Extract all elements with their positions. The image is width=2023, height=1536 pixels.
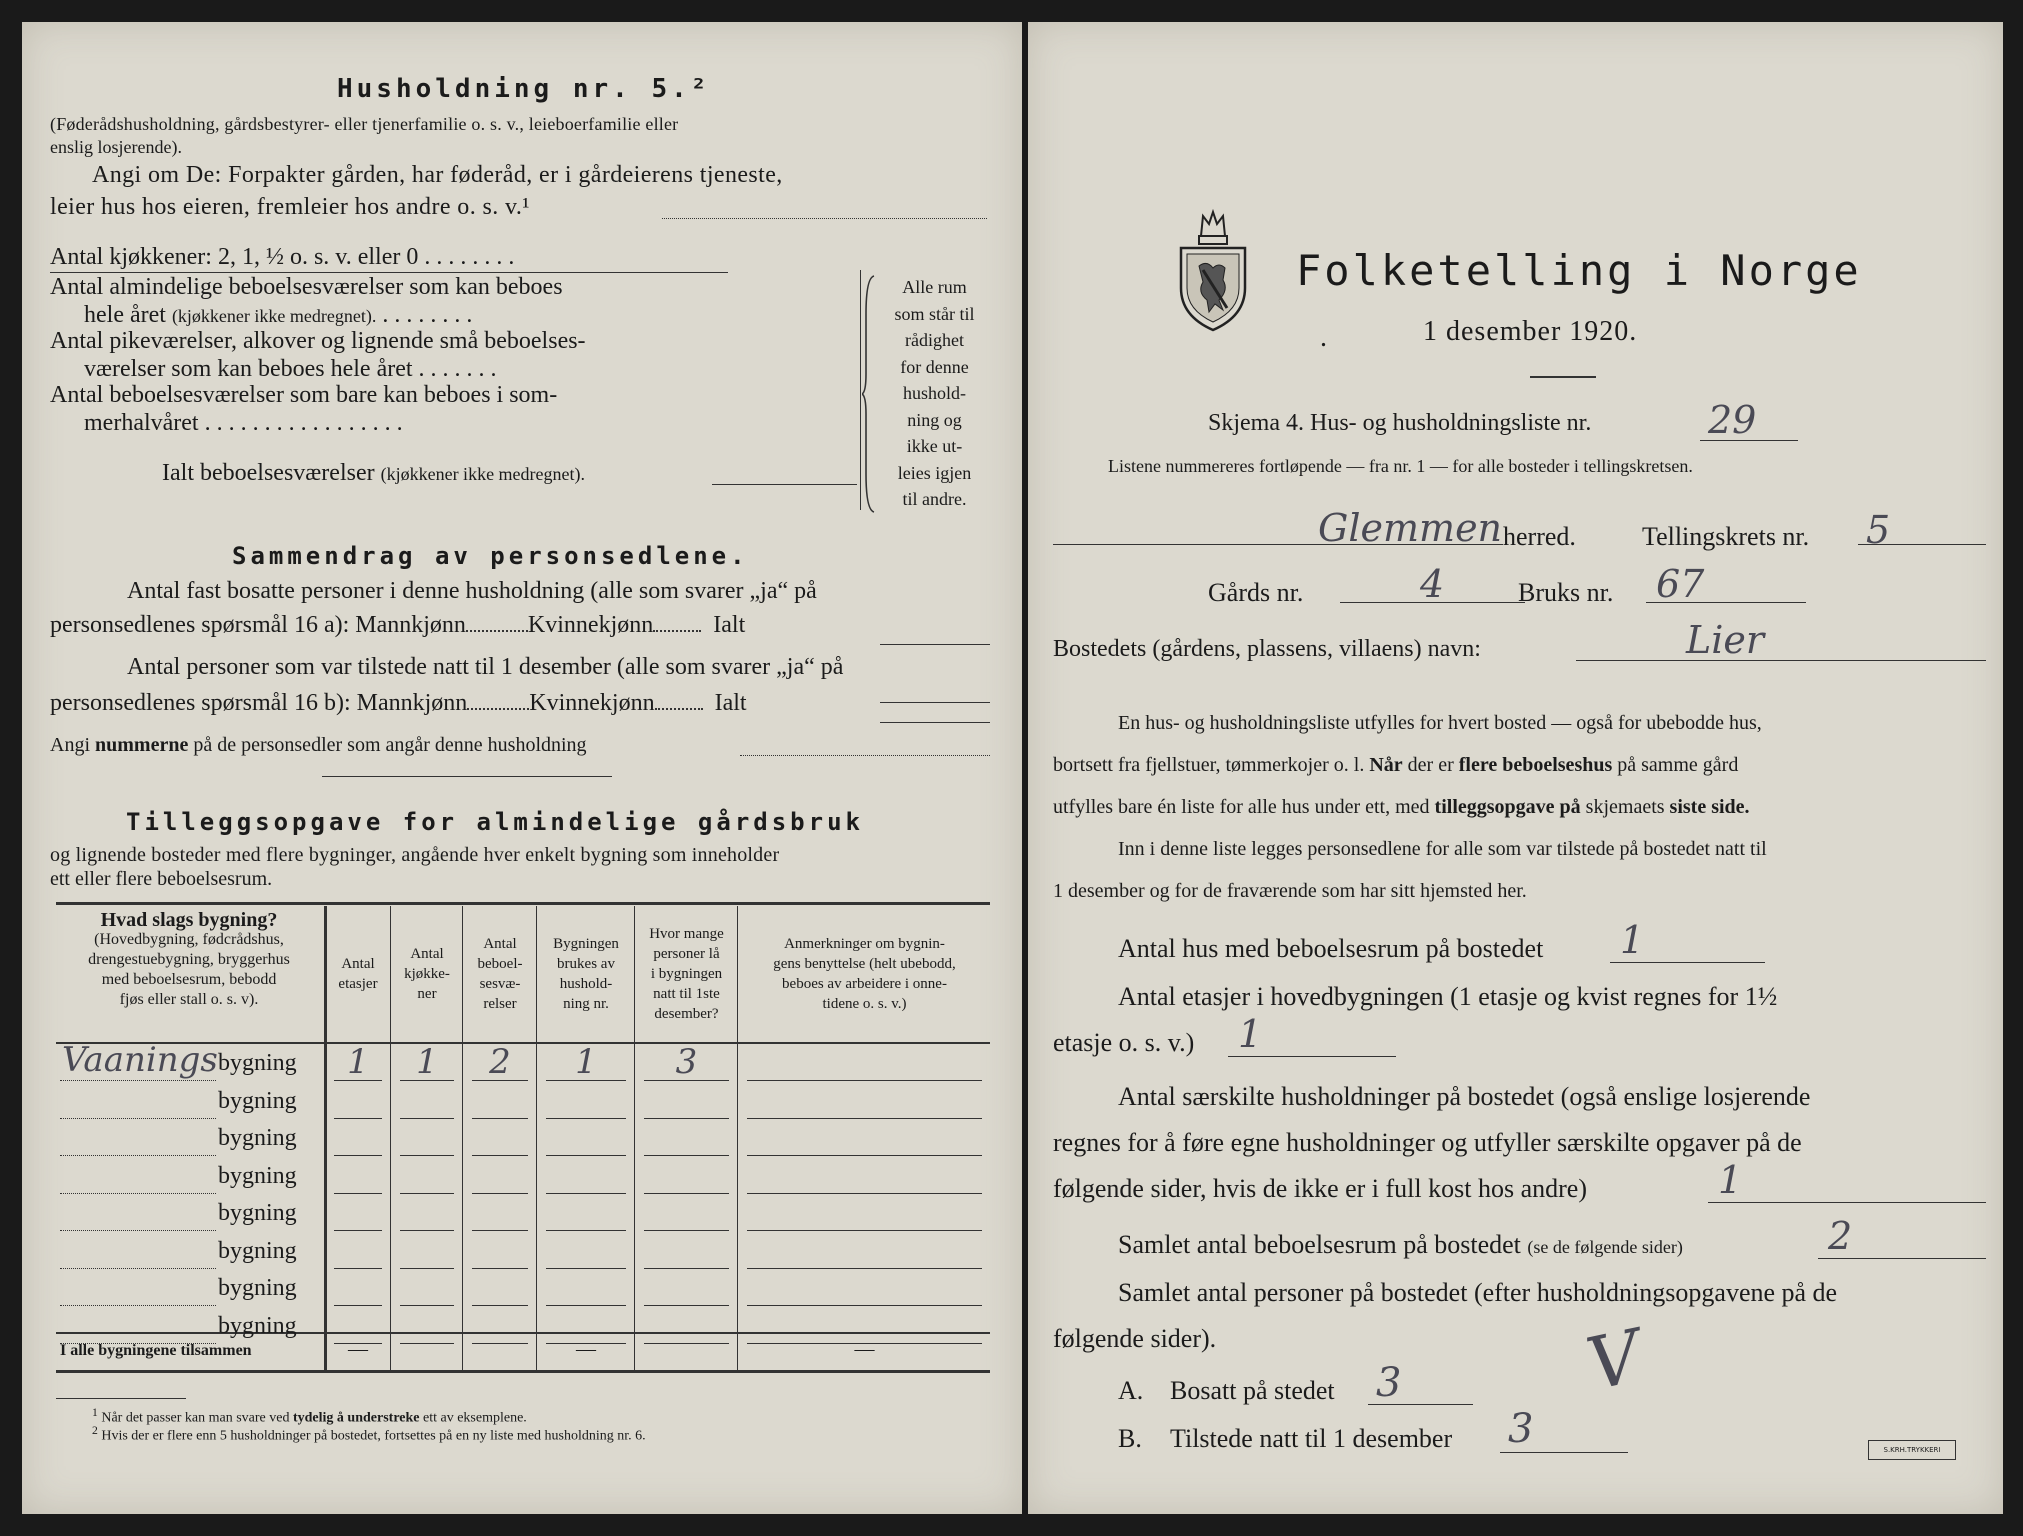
tilstede-ialt-line [880, 722, 990, 723]
table-cell-line [400, 1155, 454, 1156]
total-household-dash: — [576, 1338, 596, 1360]
supplement-line-2: ett eller flere beboelsesrum. [50, 868, 273, 890]
alm-rooms-line-1: Antal almindelige beboelsesværelser som kan beboes [50, 274, 563, 300]
right-page [1028, 22, 2003, 1514]
col-rule-4 [536, 906, 537, 1370]
answer-column-rule [860, 270, 861, 510]
table-row-dots [60, 1305, 216, 1306]
tilstede-line-1: Antal personer som var tilstede natt til 1 desember (alle som svarer „ja“ på [127, 654, 844, 680]
table-cell-line [747, 1305, 982, 1306]
printer-stamp: S.KRH.TRYKKERI [1868, 1440, 1956, 1460]
table-row-label: bygning [218, 1050, 297, 1076]
table-row-dots [60, 1080, 216, 1081]
antal-hus-line [1610, 962, 1765, 963]
bostedets-handwritten: Lier [1686, 618, 1765, 662]
summer-rooms-line-2: merhalvåret . . . . . . . . . . . . . . . . . [84, 410, 403, 436]
angi-line-1: Angi om De: Forpakter gården, har føderåd, er i gårdeierens tjeneste, [92, 162, 783, 188]
skjema-number-line [1700, 440, 1798, 441]
first-row-value: 1 [575, 1042, 597, 1082]
table-cell-line [400, 1305, 454, 1306]
first-row-value: 1 [347, 1042, 369, 1082]
angi-answer-line [662, 218, 987, 219]
table-row-dots [60, 1155, 216, 1156]
table-row-dots [60, 1268, 216, 1269]
household-heading: Husholdning nr. 5.² [337, 74, 711, 104]
table-cell-line [334, 1305, 382, 1306]
supplement-line-1: og lignende bosteder med flere bygninger, angående hver enkelt bygning som inneholder [50, 844, 780, 866]
tilstede-line [1500, 1452, 1628, 1453]
fast-line-2: personsedlenes spørsmål 16 a): Mannkjønn Kvinnekjønn Ialt [50, 612, 746, 638]
col-header-remarks: Anmerkninger om bygnin- gens benyttelse (helt ubebodd, beboes av arbeidere i onne- tidene o. s. v.) [773, 936, 956, 1012]
table-total-rule [56, 1332, 990, 1334]
table-row-label: bygning [218, 1312, 297, 1339]
title-divider [1530, 376, 1596, 378]
samlet-rum-value: 2 [1828, 1214, 1853, 1258]
table-cell-line [747, 1193, 982, 1194]
saerskilte-line-1: Antal særskilte husholdninger på bostedet (også enslige losjerende [1118, 1082, 1811, 1111]
table-row-dots [60, 1118, 216, 1119]
gards-number: 4 [1420, 562, 1445, 606]
table-cell-line [334, 1155, 382, 1156]
table-cell-line [546, 1230, 626, 1231]
table-cell-line [546, 1118, 626, 1119]
instructions-p1-line-1: En hus- og husholdningsliste utfylles for hvert bosted — også for ubebodde hus, [1118, 712, 1762, 734]
left-page [22, 22, 1022, 1514]
fast-ialt-line [880, 644, 990, 645]
antal-hus-value: 1 [1620, 918, 1645, 962]
table-cell-line [472, 1268, 528, 1269]
table-cell-line [644, 1193, 729, 1194]
bostedets-line [1576, 660, 1986, 661]
col-rule-3 [462, 906, 463, 1370]
samlet-rum-label: Samlet antal beboelsesrum på bostedet (se de følgende sider) [1118, 1230, 1683, 1259]
table-cell-line [472, 1118, 528, 1119]
samlet-personer-line-1: Samlet antal personer på bostedet (efter husholdningsopgavene på de [1118, 1278, 1838, 1307]
table-cell-line [472, 1305, 528, 1306]
alm-rooms-line-2: hele året (kjøkkener ikke medregnet). . . . . . . . . [84, 302, 473, 328]
listene-note: Listene nummereres fortløpende — fra nr. 1 — for alle bosteder i tellingskretsen. [1108, 456, 1693, 476]
table-cell-line [334, 1193, 382, 1194]
bosatt-value: 3 [1376, 1360, 1402, 1406]
total-remarks-dash: — [854, 1338, 875, 1360]
first-row-value: 1 [416, 1042, 438, 1082]
fast-line-1: Antal fast bosatte personer i denne husholdning (alle som svarer „ja“ på [127, 578, 817, 604]
table-cell-line [334, 1118, 382, 1119]
table-cell-line [334, 1268, 382, 1269]
table-cell-line [472, 1155, 528, 1156]
antal-hus-label: Antal hus med beboelsesrum på bostedet [1118, 934, 1544, 963]
bruks-line [1646, 602, 1806, 603]
first-row-value: 2 [489, 1042, 511, 1082]
table-cell-line [400, 1193, 454, 1194]
tellingskrets-number: 5 [1866, 508, 1891, 552]
tilstede-letter: B. [1118, 1424, 1142, 1453]
footnote-rule [56, 1398, 186, 1399]
table-cell-line [400, 1230, 454, 1231]
table-row-label: bygning [218, 1237, 297, 1264]
skjema-number: 29 [1708, 398, 1757, 442]
summary-heading: Sammendrag av personsedlene. [232, 542, 749, 570]
col-header-household: Bygningen brukes av hushold- ning nr. [553, 936, 619, 1012]
supplement-heading: Tilleggsopgave for almindelige gårdsbruk [126, 808, 864, 836]
table-cell-line [400, 1268, 454, 1269]
census-title: Folketelling i Norge [1296, 246, 1862, 295]
saerskilte-line-2: regnes for å føre egne husholdninger og utfyller særskilte opgaver på de [1053, 1128, 1802, 1157]
table-cell-line [747, 1268, 982, 1269]
table-cell-line [546, 1155, 626, 1156]
instructions-p2-line-2: 1 desember og for de fraværende som har sitt hjemsted her. [1053, 880, 1527, 902]
first-row-value: 3 [675, 1042, 698, 1082]
tellingskrets-label: Tellingskrets nr. [1642, 522, 1810, 551]
table-cell-line [747, 1080, 982, 1081]
table-row-label: bygning [218, 1200, 297, 1226]
summer-rooms-line-1: Antal beboelsesværelser som bare kan beboes i som- [50, 382, 558, 408]
instructions-p1-line-3: utfylles bare én liste for alle hus under ett, med tilleggsopgave på skjemaets siste side. [1053, 796, 1750, 818]
table-cell-line [644, 1230, 729, 1231]
table-row-label: bygning [218, 1275, 297, 1301]
tilstede-ialt-top-line [880, 702, 990, 703]
instructions-p1-line-2: bortsett fra fjellstuer, tømmerkojer o. l. Når der er flere beboelseshus på samme gård [1053, 754, 1739, 776]
herred-label: herred. [1503, 522, 1576, 551]
angi-line-2: leier hus hos eieren, fremleier hos andre o. s. v.¹ [50, 194, 530, 220]
herred-line [1053, 544, 1503, 545]
tilstede-label: Tilstede natt til 1 desember [1170, 1424, 1453, 1453]
table-cell-line [400, 1343, 454, 1344]
household-subheading-1: (Føderådshusholdning, gårdsbestyrer- eller tjenerfamilie o. s. v., leieboerfamilie eller [50, 114, 679, 134]
side-note: Alle rum som står til rådighet for denne hushold- ning og ikke ut- leies igjen til andre. [894, 277, 975, 509]
etasjer-line [1228, 1056, 1396, 1057]
table-cell-line [400, 1118, 454, 1119]
col-header-kitchens: Antal kjøkke- ner [404, 946, 450, 1002]
footnote-2: $^2$ Hvis der er flere enn 5 husholdninger på bostedet, fortsettes på en ny liste med husholdning nr. 6. [92, 1424, 646, 1444]
table-bottom-rule [56, 1370, 990, 1373]
table-row-label: bygning [218, 1087, 297, 1114]
table-cell-line [747, 1155, 982, 1156]
table-cell-line [747, 1230, 982, 1231]
col-rule-2 [390, 906, 391, 1370]
total-rooms-label: Ialt beboelsesværelser (kjøkkener ikke medregnet). [162, 460, 586, 486]
bruks-number: 67 [1656, 562, 1705, 606]
col-header-floors: Antal etasjer [338, 956, 378, 992]
col-rule-5 [634, 906, 635, 1370]
kitchens-underline [50, 272, 728, 273]
table-cell-line [644, 1305, 729, 1306]
table-row-label: bygning [218, 1125, 297, 1151]
tellingskrets-line [1858, 544, 1986, 545]
table-cell-line [472, 1343, 528, 1344]
table-cell-line [472, 1193, 528, 1194]
angi-nummerne-line [740, 755, 990, 756]
col-rule-6 [737, 906, 738, 1370]
tilstede-value: 3 [1508, 1406, 1534, 1452]
pike-rooms-line-2: værelser som kan beboes hele året . . . . . . . [84, 356, 497, 382]
angi-nummerne: Angi nummerne på de personsedler som angår denne husholdning [50, 734, 587, 756]
table-cell-line [546, 1268, 626, 1269]
total-label: I alle bygningene tilsammen [60, 1342, 252, 1359]
coat-of-arms-icon [1173, 204, 1253, 334]
bosatt-letter: A. [1118, 1376, 1144, 1405]
table-cell-line [644, 1268, 729, 1269]
total-floors-dash: — [348, 1338, 368, 1360]
table-top-rule [56, 902, 990, 905]
table-cell-line [472, 1230, 528, 1231]
date-dot: . [1320, 322, 1327, 353]
col-header-building: Hvad slags bygning? (Hovedbygning, fødcrådshus, drengestuebygning, bryggerhus med beboelsesrum, bebodd fjøs eller stall o. s. v). [88, 909, 290, 1008]
etasjer-line-2: etasje o. s. v.) [1053, 1028, 1195, 1057]
gards-line [1340, 602, 1525, 603]
tilstede-line-2: personsedlenes spørsmål 16 b): Mannkjønn Kvinnekjønn Ialt [50, 690, 747, 716]
bosatt-label: Bosatt på stedet [1170, 1376, 1335, 1405]
household-subheading-2: enslig losjerende). [50, 137, 182, 157]
col-header-rooms: Antal beboel- sesvæ- relser [477, 936, 523, 1012]
table-row-dots [60, 1230, 216, 1231]
saerskilte-line [1708, 1202, 1986, 1203]
kitchens-label: Antal kjøkkener: 2, 1, ½ o. s. v. eller 0 . . . . . . . . [50, 244, 515, 270]
section-divider [322, 776, 612, 777]
pike-rooms-line-1: Antal pikeværelser, alkover og lignende små beboelses- [50, 328, 586, 354]
table-cell-line [644, 1343, 729, 1344]
gards-label: Gårds nr. [1208, 578, 1304, 607]
table-cell-line [644, 1155, 729, 1156]
census-date: 1 desember 1920. [1423, 316, 1638, 347]
bosatt-line [1368, 1404, 1473, 1405]
first-row-building-type: Vaanings [62, 1040, 218, 1080]
instructions-p2-line-1: Inn i denne liste legges personsedlene for alle som var tilstede på bostedet natt til [1118, 838, 1767, 860]
table-cell-line [334, 1230, 382, 1231]
etasjer-value: 1 [1238, 1012, 1263, 1056]
total-rooms-line [712, 484, 857, 485]
table-row-label: bygning [218, 1162, 297, 1189]
table-cell-line [546, 1305, 626, 1306]
check-mark: V [1579, 1313, 1649, 1407]
table-cell-line [747, 1118, 982, 1119]
table-row-dots [60, 1193, 216, 1194]
saerskilte-line-3: følgende sider, hvis de ikke er i full kost hos andre) [1053, 1174, 1587, 1203]
brace-icon [862, 274, 876, 514]
table-cell-line [546, 1193, 626, 1194]
samlet-rum-line [1818, 1258, 1986, 1259]
samlet-personer-line-2: følgende sider). [1053, 1324, 1217, 1353]
table-cell-line [644, 1118, 729, 1119]
herred-handwritten: Glemmen [1318, 506, 1503, 550]
bruks-label: Bruks nr. [1518, 578, 1614, 607]
skjema-label: Skjema 4. Hus- og husholdningsliste nr. [1208, 410, 1592, 436]
etasjer-line-1: Antal etasjer i hovedbygningen (1 etasje og kvist regnes for 1½ [1118, 982, 1778, 1011]
col-header-persons: Hvor mange personer lå i bygningen natt til 1ste desember? [649, 926, 724, 1022]
bostedets-label: Bostedets (gårdens, plassens, villaens) navn: [1053, 636, 1481, 662]
footnote-1: $^1$ Når det passer kan man svare ved tydelig å understreke ett av eksemplene. [92, 1406, 527, 1426]
saerskilte-value: 1 [1718, 1158, 1743, 1202]
